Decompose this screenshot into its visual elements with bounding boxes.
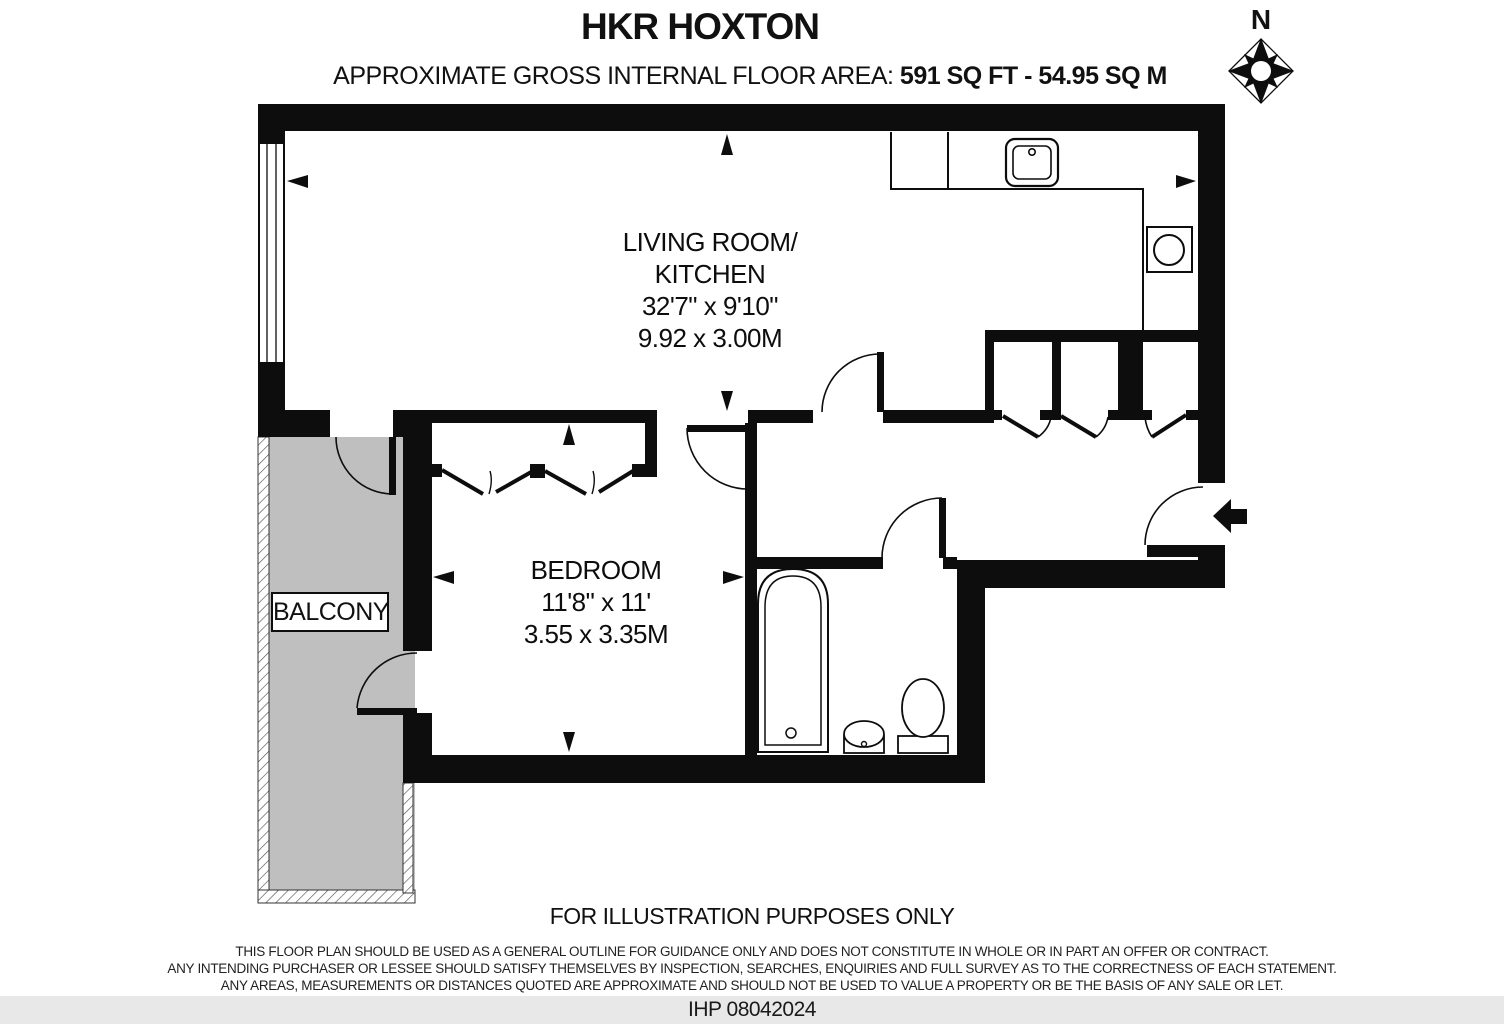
dim-arrow-up-living-room (721, 134, 733, 155)
living-room-label (623, 226, 798, 354)
page-title: HKR HOXTON (580, 6, 820, 47)
dim-arrow-right-bedroom (723, 571, 744, 584)
disclaimer-line-3: ANY AREAS, MEASUREMENTS OR DISTANCES QUOTED ARE APPROXIMATE AND SHOULD NOT BE USED TO VALUE A PROPERTY OR BE THE BASIS OF ANY SALE OR LET. (220, 978, 1284, 993)
dim-arrow-left-bedroom (433, 571, 454, 584)
balcony-label: BALCONY (271, 592, 389, 632)
dim-arrow-left-living-room (287, 175, 308, 188)
wardrobe-icon (429, 464, 645, 494)
dim-arrow-right-living-room (1176, 175, 1196, 188)
bathtub-icon (758, 569, 828, 752)
wash-basin-icon (844, 721, 884, 753)
disclaimer-line-2: ANY INTENDING PURCHASER OR LESSEE SHOULD SATISFY THEMSELVES BY INSPECTION, SEARCHES, ENQUIRIES AND FULL SURVEY AS TO THE CORRECTNESS OF EACH STATEMENT. (167, 961, 1337, 976)
kitchen-sink-icon (1006, 139, 1058, 186)
bedroom-name: BEDROOM (530, 555, 662, 585)
floor-area-line (333, 62, 1167, 91)
illustration-note: FOR ILLUSTRATION PURPOSES ONLY (549, 903, 955, 929)
washing-machine-icon (1147, 227, 1192, 272)
toilet-icon (898, 679, 948, 753)
bedroom-label (524, 554, 668, 650)
living-room-window (259, 143, 284, 363)
bedroom-dims-metric: 3.55 x 3.35M (523, 619, 669, 649)
door-bathroom (882, 498, 946, 558)
living-room-name-line2: KITCHEN (654, 259, 766, 289)
compass-north-label: N (1250, 4, 1272, 35)
floor-area-value: 591 SQ FT - 54.95 SQ M (899, 62, 1167, 90)
living-room-name-line1: LIVING ROOM/ (622, 227, 798, 257)
door-bedroom (687, 425, 748, 489)
living-room-dims-metric: 9.92 x 3.00M (637, 323, 783, 353)
dim-arrow-down-bedroom (563, 732, 575, 752)
balcony-area (258, 437, 415, 903)
reference-code: IHP 08042024 (688, 998, 816, 1021)
closet-doors (1003, 415, 1186, 437)
disclaimer-line-1: THIS FLOOR PLAN SHOULD BE USED AS A GENERAL OUTLINE FOR GUIDANCE ONLY AND DOES NOT CONSTITUTE IN WHOLE OR IN PART AN OFFER OR CONTRACT. (235, 944, 1269, 959)
living-room-dims-imperial: 32'7" x 9'10" (641, 291, 779, 321)
dim-arrow-up-bedroom (563, 424, 575, 445)
bedroom-dims-imperial: 11'8" x 11' (541, 587, 651, 617)
entrance-arrow-icon (1213, 499, 1247, 533)
floor-area-label: APPROXIMATE GROSS INTERNAL FLOOR AREA: (333, 62, 894, 90)
dim-arrow-down-living-room (721, 391, 733, 411)
reference-strip (0, 996, 1504, 1024)
entrance-door (1145, 487, 1216, 557)
compass-rose-icon (1228, 38, 1294, 104)
door-living-room (822, 352, 884, 412)
